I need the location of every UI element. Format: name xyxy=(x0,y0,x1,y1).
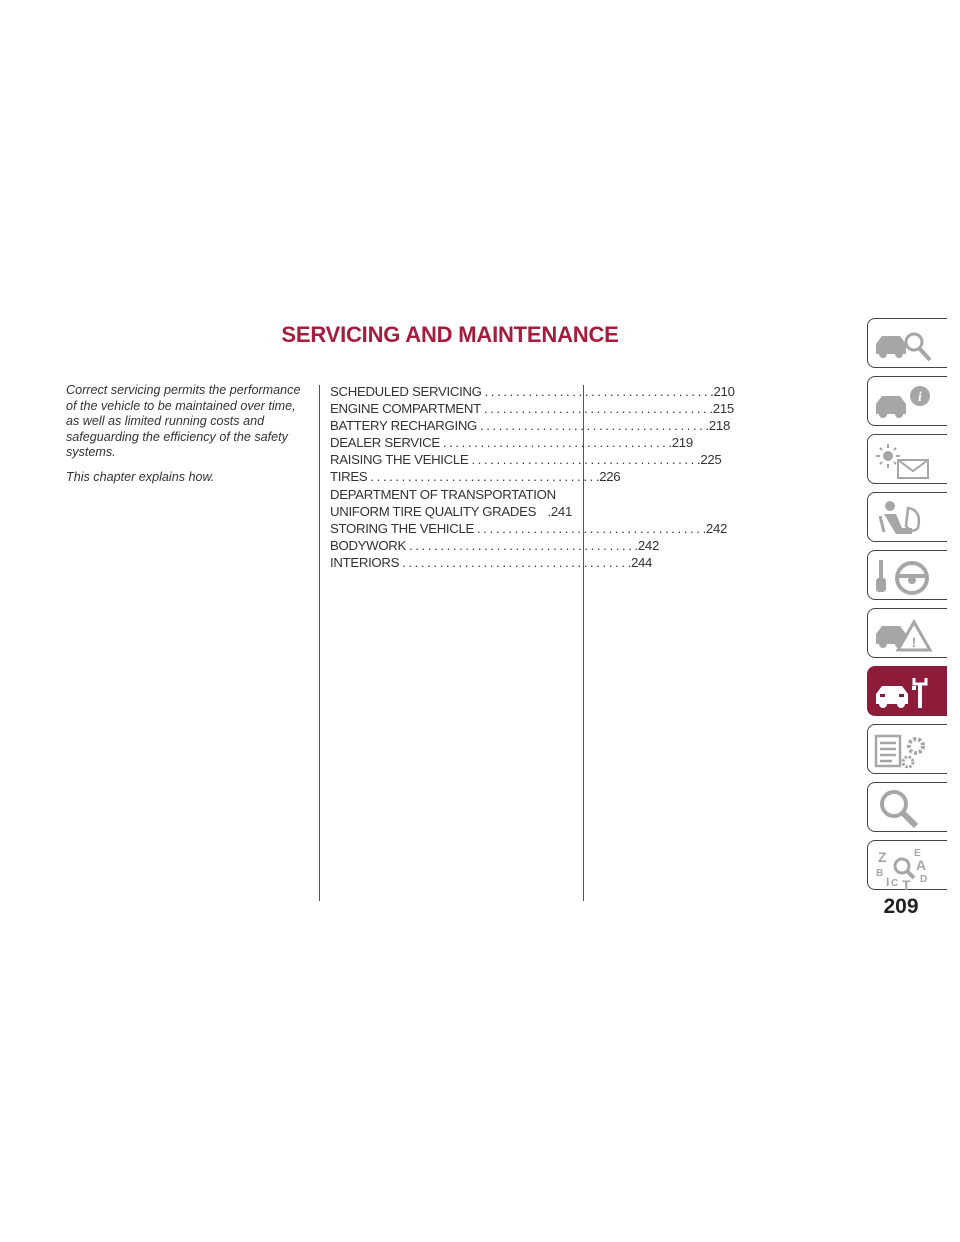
toc-entry-title: TIRES xyxy=(330,469,368,485)
chapter-intro xyxy=(66,383,306,495)
page-number: 209 xyxy=(883,895,919,918)
toc-entry-page: .218 xyxy=(705,418,730,434)
index-letter: E xyxy=(914,848,921,859)
car-magnifier-icon xyxy=(872,324,936,364)
toc-leader: .................................... xyxy=(483,401,710,417)
toc-entry-title: UNIFORM TIRE QUALITY GRADES xyxy=(330,503,537,519)
car-wrench-icon xyxy=(872,672,936,712)
toc-entry-page: .242 xyxy=(634,537,659,553)
svg-text:!: ! xyxy=(911,634,917,650)
toc-entry[interactable] xyxy=(330,554,653,571)
toc-entry[interactable] xyxy=(330,520,728,537)
toc-leader: .................................... xyxy=(442,435,669,451)
intro-paragraph: Correct servicing permits the performance of the vehicle to be maintained over time, as well as limited running costs and safeguarding the efficiency of the safety systems. xyxy=(66,383,301,460)
table-of-contents xyxy=(330,383,735,571)
svg-text:i: i xyxy=(918,390,922,405)
toc-entry[interactable] xyxy=(330,503,572,520)
tab-car-info[interactable] xyxy=(867,376,947,426)
toc-entry-title: SCHEDULED SERVICING xyxy=(330,384,482,399)
tab-warning-lights[interactable] xyxy=(867,434,947,484)
toc-leader: .................................... xyxy=(477,520,703,536)
passenger-airbag-icon xyxy=(872,498,936,538)
tab-search[interactable] xyxy=(867,782,947,832)
toc-entry-page: .242 xyxy=(702,520,728,536)
toc-entry-title: INTERIORS xyxy=(330,554,400,570)
toc-entry-title: STORING THE VEHICLE xyxy=(330,520,475,536)
index-letter: D xyxy=(920,874,928,885)
key-steering-wheel-icon xyxy=(872,556,936,596)
tab-technical-data[interactable] xyxy=(867,724,947,774)
toc-entry-page: .225 xyxy=(696,452,722,468)
index-letter: Z xyxy=(878,849,887,865)
intro-paragraph: This chapter explains how. xyxy=(66,469,215,484)
toc-entry-page: .244 xyxy=(627,554,653,570)
toc-entry-page: .210 xyxy=(710,384,735,399)
toc-entry[interactable] xyxy=(330,486,572,503)
index-letter: C xyxy=(891,878,899,889)
toc-leader: .................................... xyxy=(484,384,711,399)
toc-entry-title: RAISING THE VEHICLE xyxy=(330,452,469,468)
tab-car-magnifier[interactable] xyxy=(867,318,947,368)
toc-leader: .................................... xyxy=(471,452,697,468)
chapter-title: SERVICING AND MAINTENANCE xyxy=(281,322,619,347)
toc-entry[interactable] xyxy=(330,468,621,485)
toc-entry[interactable] xyxy=(330,451,722,468)
list-gears-icon xyxy=(872,730,936,770)
toc-entry-title: BATTERY RECHARGING xyxy=(330,418,478,434)
toc-leader: .................................... xyxy=(409,537,635,553)
toc-entry-title: ENGINE COMPARTMENT xyxy=(330,401,481,417)
toc-entry[interactable] xyxy=(330,400,734,417)
toc-entry-title: DEALER SERVICE xyxy=(330,435,440,451)
toc-entry[interactable] xyxy=(330,417,730,434)
toc-leader: .................................... xyxy=(480,418,706,434)
toc-leader: .................................... xyxy=(370,469,596,485)
tab-emergency[interactable] xyxy=(867,608,947,658)
index-letters-icon xyxy=(872,846,936,893)
toc-entry[interactable] xyxy=(330,434,693,451)
car-info-icon xyxy=(872,382,936,422)
tab-index[interactable] xyxy=(867,840,947,893)
toc-entry-page: .226 xyxy=(595,469,621,485)
index-letter: I xyxy=(886,875,890,889)
toc-entry-page: .219 xyxy=(668,435,693,451)
tab-starting-driving[interactable] xyxy=(867,550,947,600)
index-letter: B xyxy=(876,868,884,879)
toc-entry-page: .241 xyxy=(544,503,572,519)
toc-entry-title: DEPARTMENT OF TRANSPORTATION xyxy=(330,486,556,502)
toc-entry-page: .215 xyxy=(709,401,734,417)
toc-entry[interactable] xyxy=(330,383,735,400)
magnifier-icon xyxy=(872,788,936,828)
tab-safety[interactable] xyxy=(867,492,947,542)
column-divider xyxy=(319,385,320,901)
warning-lights-message-icon xyxy=(872,440,936,480)
index-letter: A xyxy=(916,857,927,873)
toc-leader: .................................... xyxy=(402,554,628,570)
index-letter: T xyxy=(902,877,911,893)
tab-servicing-maintenance[interactable] xyxy=(867,666,947,716)
car-warning-triangle-icon xyxy=(872,614,936,654)
toc-entry-title: BODYWORK xyxy=(330,537,406,553)
toc-entry[interactable] xyxy=(330,537,659,554)
